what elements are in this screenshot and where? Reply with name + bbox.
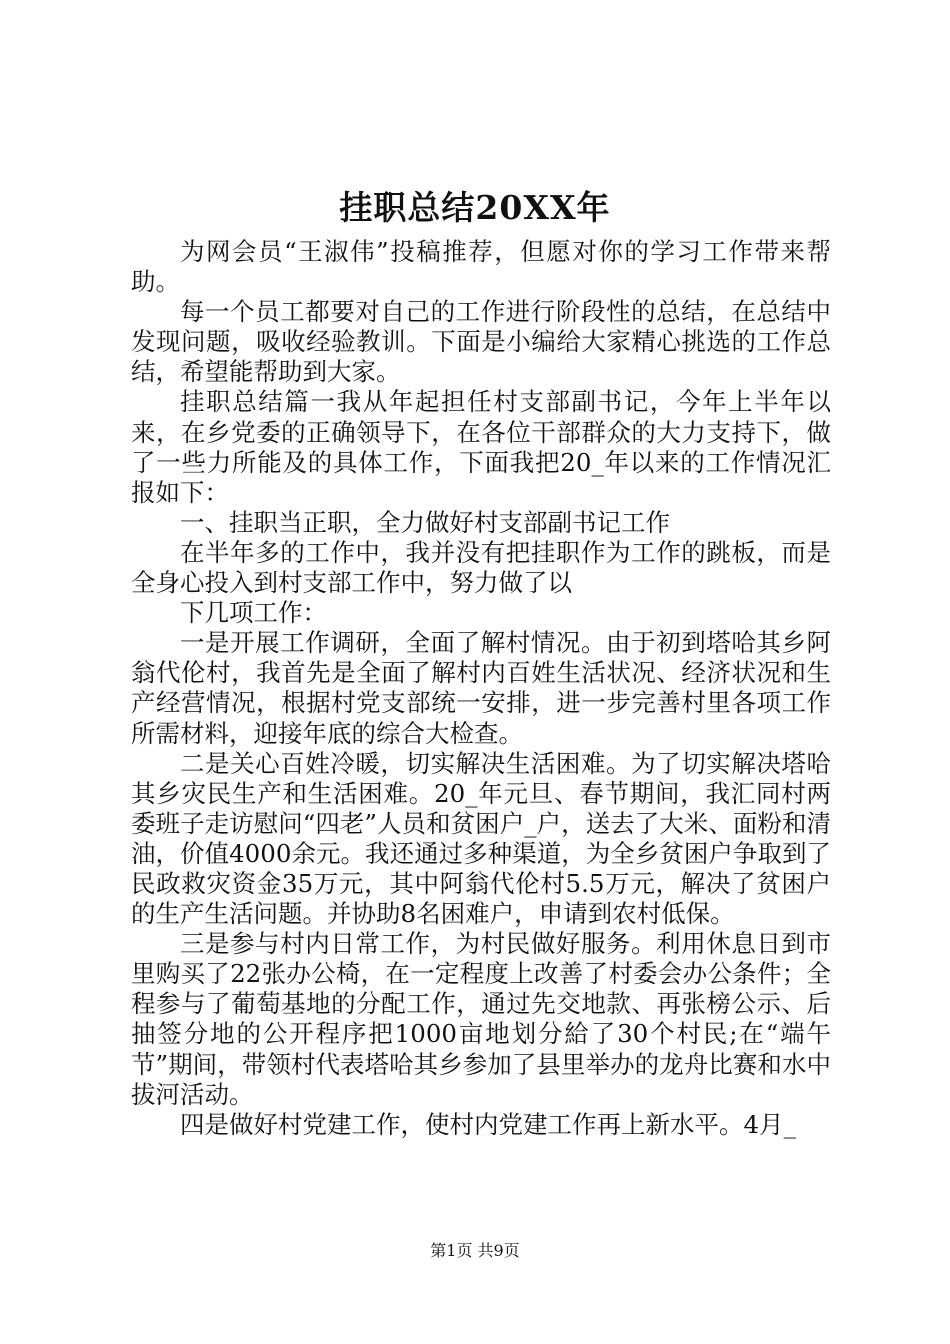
paragraph-5: 在半年多的工作中，我并没有把挂职作为工作的跳板，而是全身心投入到村支部工作中，努力做了以 — [131, 537, 831, 598]
paragraph-7: 一是开展工作调研，全面了解村情况。由于初到塔哈其乡阿翁代伦村，我首先是全面了解村内百姓生活状况、经济状况和生产经营情况，根据村党支部统一安排，进一步完善村里各项工作所需材料，迎接年底的综合大检查。 — [131, 628, 831, 748]
paragraph-1: 为网会员“王淑伟”投稿推荐，但愿对你的学习工作带来帮助。 — [131, 237, 831, 297]
paragraph-10: 四是做好村党建工作，使村内党建工作再上新水平。4月_ — [180, 1109, 796, 1139]
paragraph-6: 下几项工作： — [180, 598, 327, 628]
paragraph-9: 三是参与村内日常工作，为村民做好服务。利用休息日到市里购买了22张办公椅，在一定程度上改善了村委会办公条件；全程参与了葡萄基地的分配工作，通过先交地款、再张榜公示、后抽签分地的公开程序把1000亩地划分給了30个村民;在“端午节”期间，带领村代表塔哈其乡参加了县里举办的龙舟比赛和水中拔河活动。 — [131, 929, 831, 1109]
document-title: 挂职总结20XX年 — [339, 188, 611, 227]
page-footer: 第1页 共9页 — [430, 1241, 520, 1260]
paragraph-4: 一、挂职当正职，全力做好村支部副书记工作 — [180, 507, 670, 537]
document-body — [131, 237, 831, 1140]
paragraph-3: 挂职总结篇一我从年起担任村支部副书记，今年上半年以来，在乡党委的正确领导下，在各位干部群众的大力支持下，做了一些力所能及的具体工作，下面我把20_年以来的工作情况汇报如下： — [131, 387, 831, 507]
paragraph-2: 每一个员工都要对自己的工作进行阶段性的总结，在总结中发现问题，吸收经验教训。下面是小编给大家精心挑选的工作总结，希望能帮助到大家。 — [131, 297, 831, 387]
paragraph-8: 二是关心百姓冷暖，切实解决生活困难。为了切实解决塔哈其乡灾民生产和生活困难。20_年元旦、春节期间，我汇同村两委班子走访慰问“四老”人员和贫困户_户，送去了大米、面粉和清油，价值4000余元。我还通过多种渠道，为全乡贫困户争取到了民政救灾资金35万元，其中阿翁代伦村5.5万元，解决了贫困户的生产生活问题。并协助8名困难户，申请到农村低保。 — [131, 748, 831, 929]
